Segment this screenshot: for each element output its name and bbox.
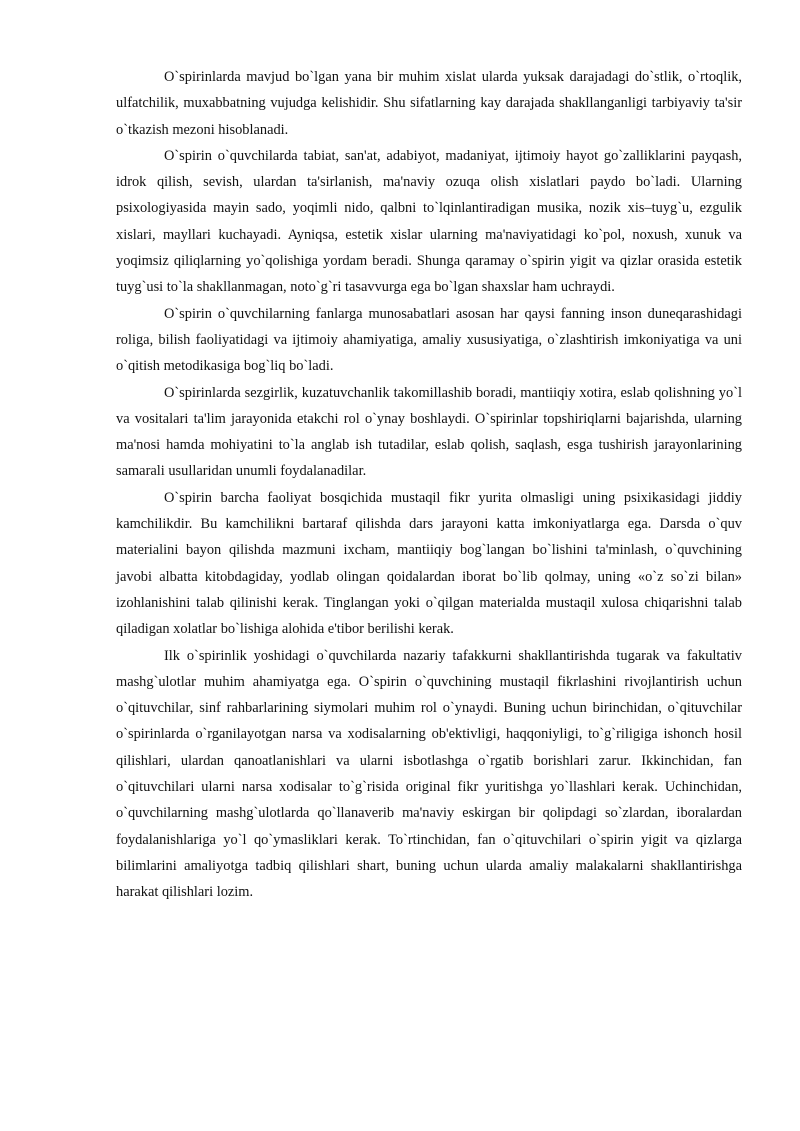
paragraph: Ilk o`spirinlik yoshidagi o`quvchilarda nazariy tafakkurni shakllantirishda tugarak va fakultativ mashg`ulotlar muhim ahamiyatga ega. O`spirin o`quvchining mustaqil fikrlashini rivojlantirish uchun o`qituvchilar, sinf rahbarlarining siymolari muhim rol o`ynaydi. Buning uchun birinchidan, o`qituvchilar o`spirinlarda o`rganilayotgan narsa va xodisalarning ob'ektivligi, haqqoniyligi, to`g`riligiga ishonch hosil qilishlari, ulardan qanoatlanishlari va ularni isbotlashga o`rgatib borishlari zarur. Ikkinchidan, fan o`qituvchilari ularni narsa xodisalar to`g`risida original fikr yuritishga yo`llashlari kerak. Uchinchidan, o`quvchilarning mashg`ulotlarda qo`llanaverib ma'naviy eskirgan bir qolipdagi so`zlardan, iboralardan foydalanishlariga yo`l qo`ymasliklari kerak. To`rtinchidan, fan o`qituvchilari o`spirin yigit va qizlarga bilimlarini amaliyotga tadbiq qilishlari shart, buning uchun ularda amaliy malakalarni shakllantirishga harakat qilishlari lozim. [116, 647, 742, 901]
paragraph: O`spirin barcha faoliyat bosqichida mustaqil fikr yurita olmasligi uning psixikasidagi jiddiy kamchilikdir. Bu kamchilikni bartaraf qilishda dars jarayoni katta imkoniyatlarga ega. Darsda o`quv materialini bayon qilishda mazmuni ixcham, mantiiqiy bog`langan bo`lishini ta'minlash, o`quvchining javobi albatta kitobdagiday, yodlab olingan qoidalardan iborat bo`lib qolmay, uning «o`z so`zi bilan» izohlanishini talab qilinishi kerak. Tinglangan yoki o`qilgan materialda mustaqil xulosa chiqarishni talab qiladigan xolatlar bo`lishiga alohida e'tibor berilishi kerak. [116, 489, 742, 638]
paragraph: O`spirinlarda mavjud bo`lgan yana bir muhim xislat ularda yuksak darajadagi do`stlik, o`rtoqlik, ulfatchilik, muxabbatning vujudga kelishidir. Shu sifatlarning kay darajada shakllanganligi tarbiyaviy ta'sir o`tkazish mezoni hisoblanadi. [116, 69, 742, 138]
document-page [116, 64, 742, 906]
paragraph: O`spirin o`quvchilarning fanlarga munosabatlari asosan har qaysi fanning inson duneqarashidagi roliga, bilish faoliyatidagi va ijtimoiy ahamiyatiga, amaliy xususiyatiga, o`zlashtirish imkoniyatiga va uni o`qitish metodikasiga bog`liq bo`ladi. [116, 305, 742, 375]
paragraph: O`spirin o`quvchilarda tabiat, san'at, adabiyot, madaniyat, ijtimoiy hayot go`zalliklarini payqash, idrok qilish, sevish, ulardan ta'sirlanish, ma'naviy ozuqa olish xislatlari paydo bo`ladi. Ularning psixologiyasida mayin sado, yoqimli nido, qalbni to`lqinlantiradigan musika, nozik xis–tuyg`u, ezgulik xislari, mayllari kuchayadi. Ayniqsa, estetik xislar ularning ma'naviyatidagi ko`pol, noxush, xunuk va yoqimsiz qiliqlarning yo`qolishiga yordam beradi. Shunga qaramay o`spirin yigit va qizlar orasida estetik tuyg`usi to`la shakllanmagan, noto`g`ri tasavvurga ega bo`lgan shaxslar ham uchraydi. [116, 147, 742, 296]
paragraph: O`spirinlarda sezgirlik, kuzatuvchanlik takomillashib boradi, mantiiqiy xotira, eslab qolishning yo`l va vositalari ta'lim jarayonida etakchi rol o`ynay boshlaydi. O`spirinlar topshiriqlarni bajarishda, ularning ma'nosi hamda mohiyatini to`la anglab ish tutadilar, eslab qolish, saqlash, esga tushirish jarayonlarining samarali usullaridan unumli foydalanadilar. [116, 384, 742, 480]
